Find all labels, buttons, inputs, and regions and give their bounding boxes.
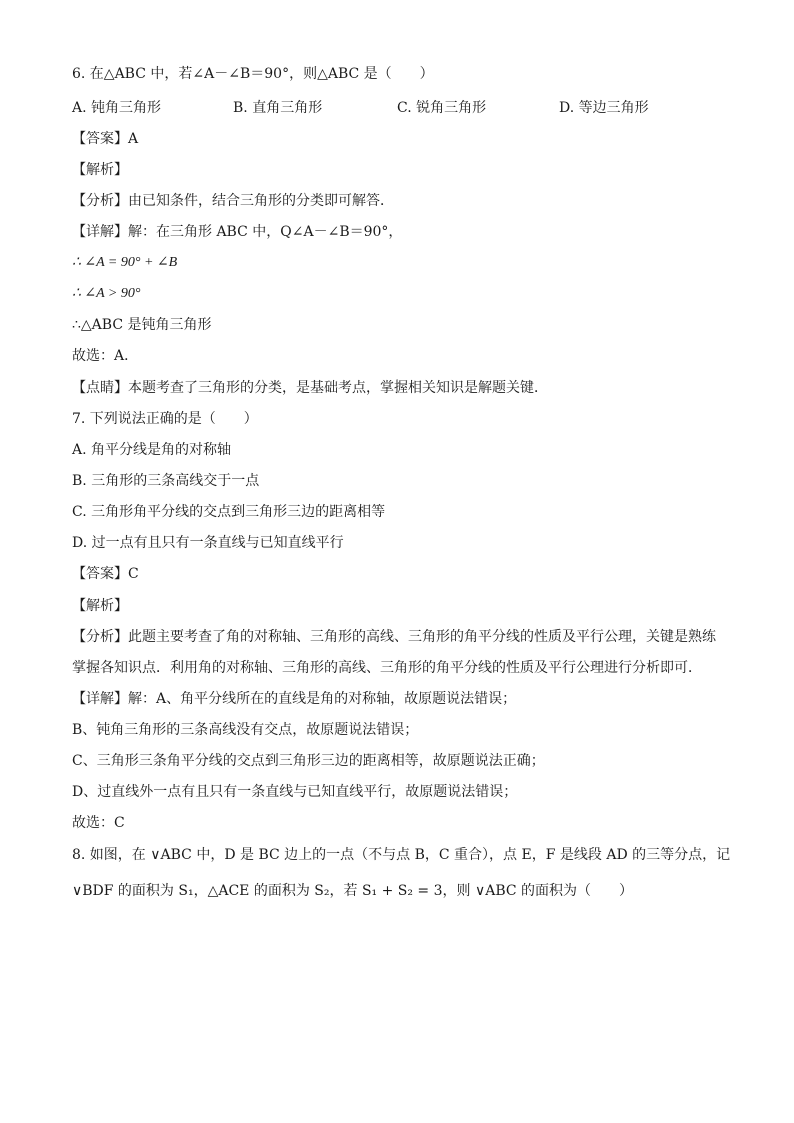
question-6-option-a: A. 钝角三角形	[72, 100, 162, 116]
question-7-option-c: C. 三角形角平分线的交点到三角形三边的距离相等	[72, 504, 386, 520]
question-8-stem-line-2: ∨BDF 的面积为 S₁，△ACE 的面积为 S₂，若 S₁ + S₂ = 3，则 ∨ABC 的面积为（ ）	[72, 883, 634, 899]
question-6-step-1: ∴ ∠A = 90° + ∠B	[72, 255, 178, 270]
question-7-option-d: D. 过一点有且只有一条直线与已知直线平行	[72, 535, 344, 551]
question-7-answer: 【答案】C	[72, 566, 139, 582]
question-6-fenxi: 【分析】由已知条件，结合三角形的分类即可解答．	[72, 193, 394, 209]
question-6-answer: 【答案】A	[72, 131, 139, 147]
question-7-explain-d: D、过直线外一点有且只有一条直线与已知直线平行，故原题说法错误；	[72, 784, 518, 800]
question-7-choice: 故选：C	[72, 815, 125, 831]
question-6-dianjing: 【点睛】本题考查了三角形的分类，是基础考点，掌握相关知识是解题关键．	[72, 380, 548, 396]
question-6-option-b: B. 直角三角形	[233, 100, 323, 116]
question-6-analysis-heading: 【解析】	[72, 162, 128, 178]
question-6-stem: 6. 在△ABC 中，若∠A－∠B＝90°，则△ABC 是（ ）	[72, 66, 434, 82]
question-7-stem: 7. 下列说法正确的是（ ）	[72, 411, 258, 427]
question-7-fenxi-line-1: 【分析】此题主要考查了角的对称轴、三角形的高线、三角形的角平分线的性质及平行公理，关键是熟练	[72, 629, 716, 645]
question-7-explain-b: B、钝角三角形的三条高线没有交点，故原题说法错误；	[72, 722, 419, 738]
question-8-stem-line-1: 8. 如图，在 ∨ABC 中，D 是 BC 边上的一点（不与点 B，C 重合），点 E，F 是线段 AD 的三等分点，记	[72, 847, 731, 863]
question-6-option-c: C. 锐角三角形	[397, 100, 487, 116]
question-6-option-d: D. 等边三角形	[559, 100, 649, 116]
question-7-explain-c: C、三角形三条角平分线的交点到三角形三边的距离相等，故原题说法正确；	[72, 753, 545, 769]
question-6-xiangjie: 【详解】解：在三角形 ABC 中，Q∠A－∠B＝90°，	[72, 224, 403, 240]
question-7-xiangjie: 【详解】解：A、角平分线所在的直线是角的对称轴，故原题说法错误；	[72, 691, 517, 707]
question-7-fenxi-line-2: 掌握各知识点．利用角的对称轴、三角形的高线、三角形的角平分线的性质及平行公理进行分析即可．	[72, 660, 702, 676]
question-6-step-2: ∴ ∠A > 90°	[72, 286, 141, 301]
question-7-option-b: B. 三角形的三条高线交于一点	[72, 473, 260, 489]
question-6-choice: 故选：A．	[72, 348, 139, 364]
question-7-option-a: A. 角平分线是角的对称轴	[72, 442, 232, 458]
question-6-step-3: ∴△ABC 是钝角三角形	[72, 317, 212, 333]
question-7-analysis-heading: 【解析】	[72, 598, 128, 614]
